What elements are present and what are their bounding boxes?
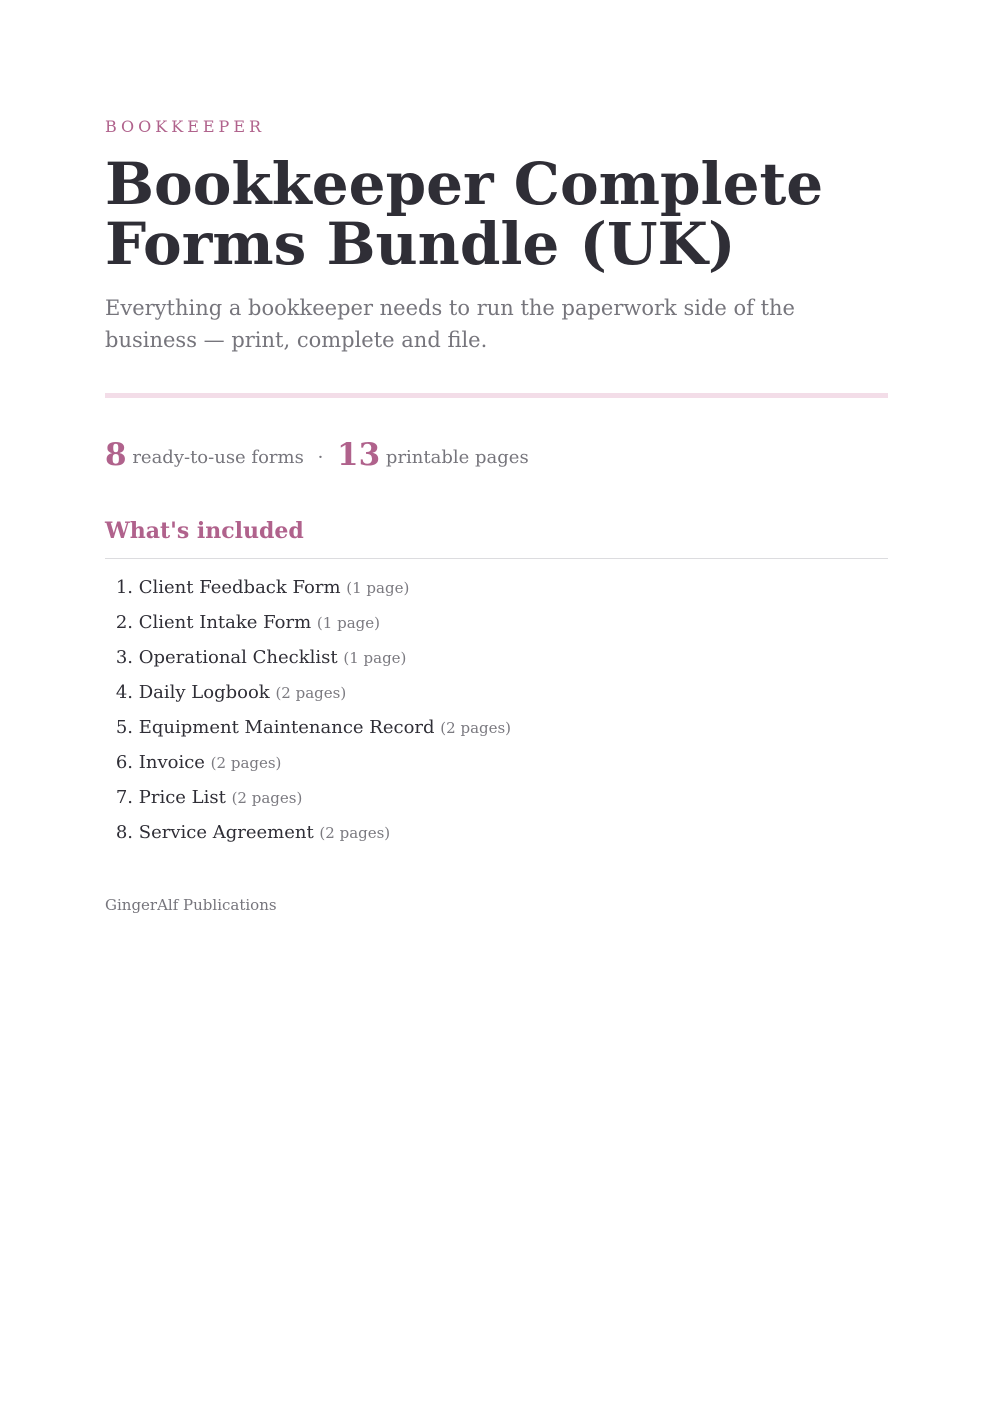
stats-separator: · [317,447,324,468]
page-title: Bookkeeper Complete Forms Bundle (UK) [105,150,824,278]
pages-count-label: printable pages [385,447,529,468]
category-eyebrow: BOOKKEEPER [105,117,266,136]
list-item [105,713,511,748]
list-item-pages: (2 pages) [319,824,391,842]
list-item-pages: (1 page) [316,614,380,632]
list-item-pages: (2 pages) [440,719,512,737]
list-item-name: Equipment Maintenance Record [138,717,435,738]
forms-list [105,573,511,853]
list-item-name: Daily Logbook [138,682,270,703]
list-item [105,818,511,853]
list-item-name: Client Intake Form [138,612,312,633]
list-item-name: Service Agreement [138,822,314,843]
forms-count: 8 [105,437,127,473]
list-item-number: 1. [115,577,133,598]
header-divider [105,393,888,398]
publisher-name: GingerAlf Publications [105,896,277,914]
pages-count: 13 [337,437,381,473]
list-item-pages: (2 pages) [275,684,347,702]
list-item [105,643,511,678]
list-item-number: 6. [115,752,133,773]
forms-count-label: ready-to-use forms [132,447,304,468]
list-item-name: Operational Checklist [138,647,338,668]
list-item [105,678,511,713]
list-item-name: Price List [138,787,226,808]
list-item-pages: (2 pages) [210,754,282,772]
bundle-stats [105,437,529,473]
list-item [105,608,511,643]
list-item-pages: (1 page) [343,649,407,667]
list-item-number: 3. [115,647,133,668]
list-item [105,573,511,608]
list-item-number: 5. [115,717,133,738]
section-divider [105,558,888,559]
list-item [105,748,511,783]
list-item-pages: (2 pages) [231,789,303,807]
list-item-pages: (1 page) [346,579,410,597]
list-item-number: 4. [115,682,133,703]
list-item-name: Invoice [138,752,205,773]
list-item-number: 8. [115,822,133,843]
list-item-name: Client Feedback Form [138,577,341,598]
list-item [105,783,511,818]
included-heading: What's included [105,518,304,544]
page-subtitle: Everything a bookkeeper needs to run the paperwork side of the business — print, complete and file. [105,296,795,352]
list-item-number: 7. [115,787,133,808]
list-item-number: 2. [115,612,133,633]
